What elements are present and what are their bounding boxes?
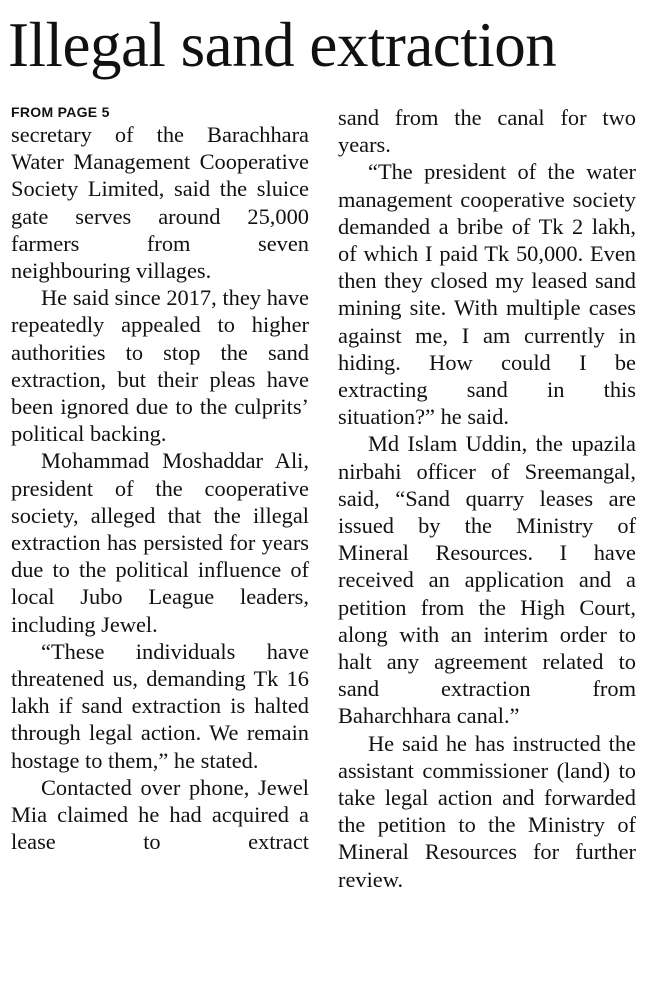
- paragraph: “These individuals have threatened us, demanding Tk 16 lakh if sand extraction is halted through legal action. We remain hostage to them,” he stated.: [11, 638, 309, 773]
- paragraph: Contacted over phone, Jewel Mia claimed he had acquired a lease to extract: [11, 774, 309, 855]
- paragraph: sand from the canal for two years.: [338, 105, 636, 158]
- headline: Illegal sand extraction: [8, 10, 557, 80]
- paragraph: secretary of the Barachhara Water Management Cooperative Society Limited, said the sluice gate serves around 25,000 farmers from seven neighbouring villages.: [11, 122, 309, 284]
- paragraph: He said since 2017, they have repeatedly appealed to higher authorities to stop the sand extraction, but their pleas have been ignored due to the culprits’ political backing.: [11, 285, 309, 447]
- paragraph: Md Islam Uddin, the upazila nirbahi officer of Sreemangal, said, “Sand quarry leases are issued by the Ministry of Mineral Resources. I have received an application and a petition from the High Court, along with an interim order to halt any agreement related to sand extraction from Baharchhara canal.”: [338, 431, 636, 729]
- paragraph: He said he has instructed the assistant commissioner (land) to take legal action and forwarded the petition to the Ministry of Mineral Resources for further review.: [338, 730, 636, 892]
- paragraph: Mohammad Moshaddar Ali, president of the cooperative society, alleged that the illegal extraction has persisted for years due to the political influence of local Jubo League leaders, including Jewel.: [11, 448, 309, 637]
- article-column-right: [338, 104, 636, 893]
- paragraph: “The president of the water management cooperative society demanded a bribe of Tk 2 lakh, of which I paid Tk 50,000. Even then they closed my leased sand mining site. With multiple cases against me, I am currently in hiding. How could I be extracting sand in this situation?” he said.: [338, 159, 636, 430]
- continuation-kicker: FROM PAGE 5: [11, 104, 110, 120]
- article-column-left: [11, 104, 309, 855]
